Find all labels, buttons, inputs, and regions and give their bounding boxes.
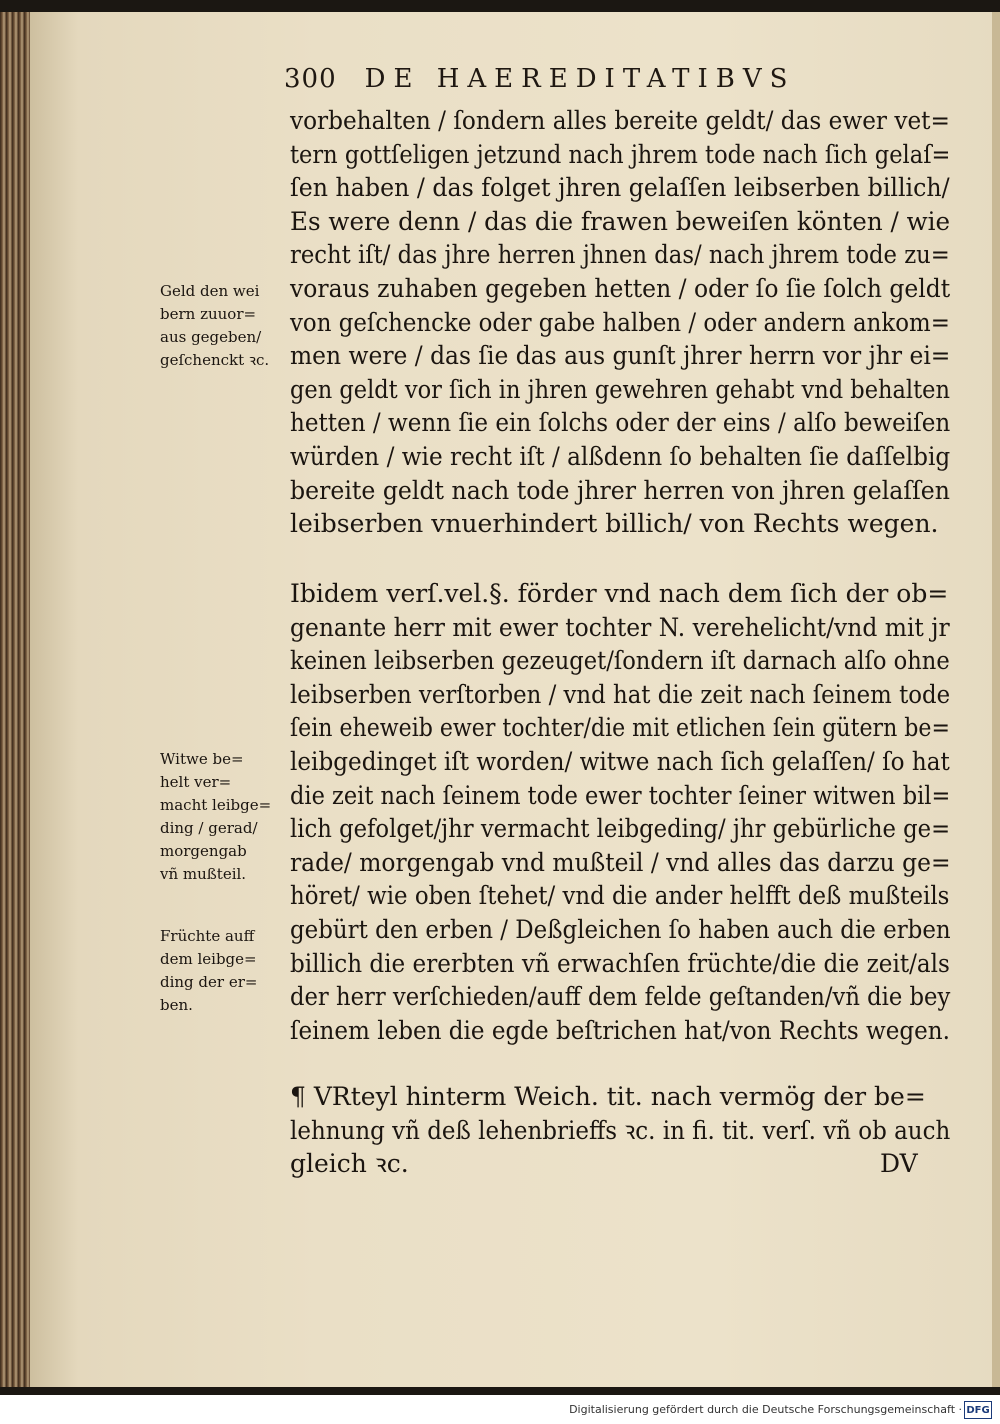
text-line: leibserben vnuerhindert billich/ von Rechts wegen. bbox=[290, 509, 939, 539]
text-line: keinen leibserben gezeuget/ſondern iſt darnach alſo ohne bbox=[290, 646, 950, 676]
text-line: vorbehalten / ſondern alles bereite geldt/ das ewer vet= bbox=[290, 106, 950, 135]
margin-note-line: ding / gerad/ bbox=[160, 819, 258, 837]
paragraph-1 bbox=[290, 104, 950, 541]
page-number: 300 bbox=[284, 64, 337, 94]
page-right-edge bbox=[992, 12, 1000, 1387]
margin-note-line: geſchenckt ꝛc. bbox=[160, 351, 270, 369]
catchword: DV bbox=[880, 1149, 918, 1178]
margin-note-line: aus gegeben/ bbox=[160, 328, 262, 346]
running-title: DE HAEREDITATIBVS bbox=[364, 64, 796, 94]
text-line: rade/ morgengab vnd mußteil / vnd alles das darzu ge= bbox=[290, 847, 951, 877]
text-line: würden / wie recht iſt / alßdenn ſo behalten ſie daſſelbig bbox=[290, 441, 951, 471]
text-line: genante herr mit ewer tochter N. verehelicht/vnd mit jr bbox=[290, 612, 950, 642]
text-line: ſeinem leben die egde beſtrichen hat/von Rechts wegen. bbox=[290, 1015, 950, 1045]
paragraph-2 bbox=[290, 577, 950, 1047]
margin-note-line: bern zuuor= bbox=[160, 305, 257, 323]
running-head bbox=[284, 64, 944, 104]
text-line: die zeit nach ſeinem tode ewer tochter ſeiner witwen bil= bbox=[290, 780, 951, 810]
text-line: gleich ꝛc. bbox=[290, 1149, 409, 1179]
text-line: leibgedinget iſt worden/ witwe nach ſich gelaſſen/ ſo hat bbox=[290, 746, 950, 776]
text-line: gebürt den erben / Deßgleichen ſo haben auch die erben bbox=[290, 914, 951, 944]
text-line: ¶ VRteyl hinterm Weich. tit. nach vermög der be= bbox=[290, 1082, 926, 1111]
text-line: bereite geldt nach tode jhrer herren von jhren gelaſſen bbox=[290, 475, 950, 505]
text-line: Es were denn / das die frawen beweiſen könten / wie bbox=[290, 206, 951, 236]
text-line: gen geldt vor ſich in jhren gewehren gehabt vnd behalten bbox=[290, 374, 950, 404]
margin-note-line: ding der er= bbox=[160, 973, 258, 991]
text-line: recht iſt/ das jhre herren jhnen das/ nach jhrem tode zu= bbox=[290, 240, 950, 270]
text-line: lich gefolget/jhr vermacht leibgeding/ jhr gebürliche ge= bbox=[290, 814, 951, 844]
text-line: leibserben verſtorben / vnd hat die zeit nach ſeinem tode bbox=[290, 679, 951, 709]
text-line: von geſchencke oder gabe halben / oder andern ankom= bbox=[290, 307, 950, 337]
text-line: Ibidem verſ.vel.§. förder vnd nach dem ſich der ob= bbox=[290, 579, 949, 608]
paragraph-3 bbox=[290, 1080, 950, 1181]
page-edges bbox=[0, 12, 34, 1387]
dfg-logo: DFG bbox=[964, 1401, 992, 1419]
margin-note-line: morgengab bbox=[160, 842, 247, 860]
margin-note-line: vñ mußteil. bbox=[160, 865, 247, 883]
margin-note-line: ben. bbox=[160, 996, 193, 1014]
text-line: voraus zuhaben gegeben hetten / oder ſo ſie ſolch geldt bbox=[290, 273, 951, 303]
margin-note-line: dem leibge= bbox=[160, 950, 257, 968]
text-line: billich die ererbten vñ erwachſen früchte/die die zeit/als bbox=[290, 948, 950, 978]
text-line: ſein eheweib ewer tochter/die mit etlichen ſein gütern be= bbox=[290, 713, 950, 743]
margin-note-fruits bbox=[160, 925, 284, 1017]
margin-note-line: Witwe be= bbox=[160, 750, 244, 768]
margin-note-line: macht leibge= bbox=[160, 796, 272, 814]
text-line: höret/ wie oben ſtehet/ vnd die ander helfft deß mußteils bbox=[290, 881, 950, 911]
text-line: tern gottſeligen jetzund nach jhrem tode nach ſich gelaſ= bbox=[290, 139, 951, 169]
funding-credit: Digitalisierung gefördert durch die Deutsche Forschungsgemeinschaft · bbox=[569, 1403, 962, 1416]
text-line: ſen haben / das folget jhren gelaſſen leibserben billich/ bbox=[290, 173, 950, 203]
margin-note-line: Geld den wei bbox=[160, 282, 260, 300]
margin-note-line: helt ver= bbox=[160, 773, 232, 791]
text-line: men were / das ſie das aus gunſt jhrer herrn vor jhr ei= bbox=[290, 341, 951, 371]
margin-note-gift-money bbox=[160, 280, 284, 372]
text-line: hetten / wenn ſie ein ſolchs oder der eins / alſo beweiſen bbox=[290, 408, 951, 438]
footer-bar bbox=[0, 1395, 1000, 1424]
text-line: lehnung vñ deß lehenbrieffs ꝛc. in fi. tit. verſ. vñ ob auch bbox=[290, 1115, 951, 1145]
margin-note-line: Früchte auff bbox=[160, 927, 255, 945]
margin-note-widow bbox=[160, 748, 284, 886]
text-line: der herr verſchieden/auff dem felde geſtanden/vñ die bey bbox=[290, 982, 951, 1012]
